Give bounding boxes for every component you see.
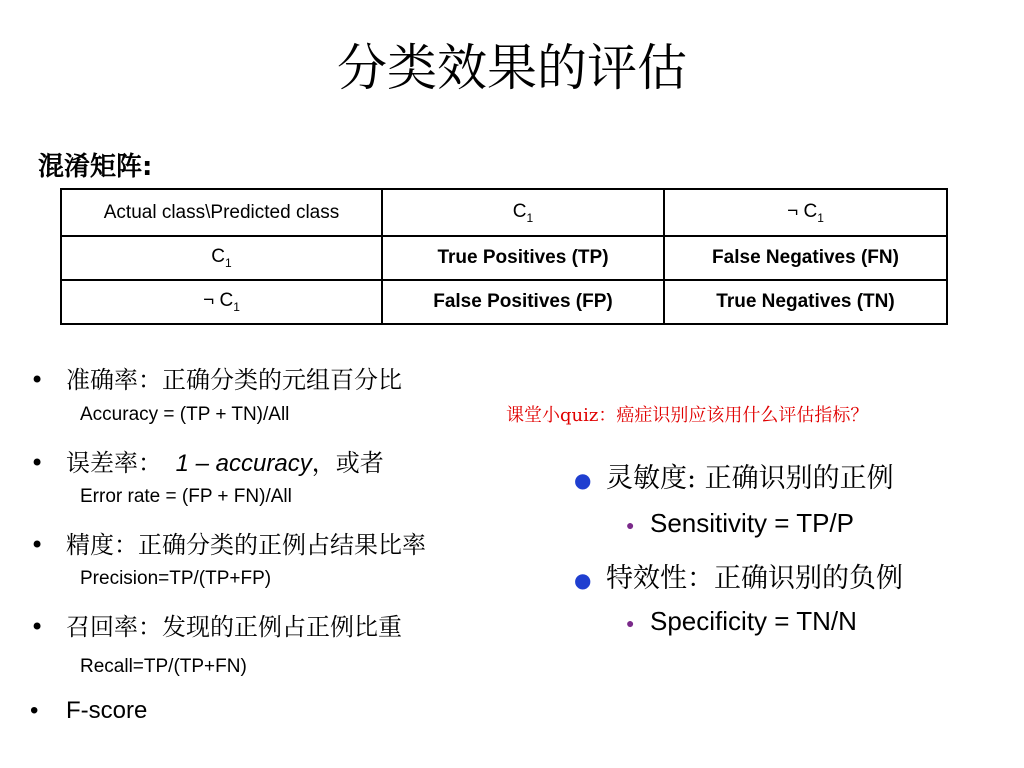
cell-false-negatives: False Negatives (FN) (664, 236, 947, 280)
table-row (61, 236, 947, 280)
list-item-specificity: ● 特效性：正确识别的负例 (574, 563, 903, 594)
list-item-f-score: • F-score (30, 697, 148, 724)
list-item-error-rate: • 误差率： 1 – accuracy，或者 (30, 449, 384, 477)
precision-formula: Precision=TP/(TP+FP) (80, 568, 272, 589)
specificity-formula-item: ● Specificity = TN/N (626, 606, 857, 636)
table-header-row (61, 189, 947, 236)
accuracy-formula: Accuracy = (TP + TN)/All (80, 404, 290, 425)
table-row (61, 280, 947, 324)
list-item-accuracy: • 准确率：正确分类的元组百分比 (30, 366, 402, 394)
error-rate-italic: 1 – accuracy (175, 450, 312, 477)
bullet-icon: • (30, 449, 45, 477)
row-label-c1: $C_1$ (61, 236, 382, 280)
cell-true-negatives: True Negatives (TN) (664, 280, 947, 324)
list-item-sensitivity: ● 灵敏度: 正确识别的正例 (574, 463, 894, 494)
cell-false-positives: False Positives (FP) (382, 280, 664, 324)
bullet-icon: • (30, 697, 39, 724)
bullet-icon: • (30, 366, 45, 394)
sensitivity-formula-item: ● Sensitivity = TP/P (626, 508, 854, 538)
confusion-matrix-table (60, 188, 948, 325)
list-item-precision: • 精度：正确分类的正例占结果比率 (30, 531, 426, 559)
sub-bullet-icon: ● (626, 517, 635, 534)
error-rate-formula: Error rate = (FP + FN)/All (80, 486, 292, 507)
header-c1-cell: $C_1$ (382, 189, 664, 236)
quiz-note: 课堂小quiz：癌症识别应该用什么评估指标？ (506, 405, 869, 426)
slide-title: 分类效果的评估 (337, 39, 687, 97)
row-label-not-c1: ¬ $C_1$ (61, 280, 382, 324)
bullet-icon: ● (574, 567, 592, 592)
bullet-icon: ● (574, 467, 592, 492)
cell-true-positives: True Positives (TP) (382, 236, 664, 280)
list-item-recall: • 召回率：发现的正例占正例比重 (30, 613, 402, 641)
confusion-matrix-heading: 混淆矩阵: (38, 152, 153, 182)
bullet-icon: • (30, 531, 45, 559)
bullet-icon: • (30, 613, 45, 641)
recall-formula: Recall=TP/(TP+FN) (80, 656, 247, 677)
header-corner-cell: Actual class\Predicted class (61, 189, 382, 236)
sub-bullet-icon: ● (626, 615, 635, 632)
header-not-c1-cell: ¬ $C_1$ (664, 189, 947, 236)
